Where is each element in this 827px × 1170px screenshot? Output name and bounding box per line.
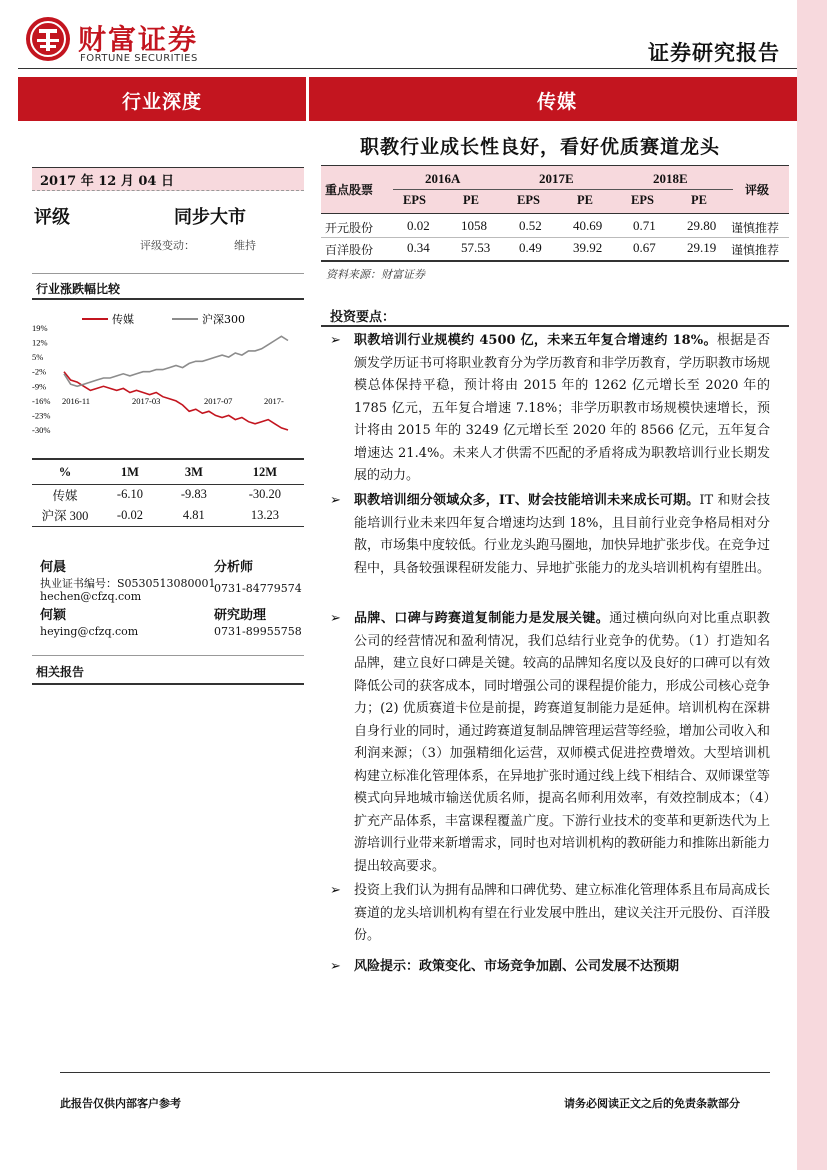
analyst-2-email[interactable]: heying@cfzq.com xyxy=(40,625,139,638)
report-date: 2017 年 12 月 04 日 xyxy=(40,174,174,189)
analyst-1-email[interactable]: hechen@cfzq.com xyxy=(40,590,142,603)
y-tick-label: -16% xyxy=(32,395,51,406)
divider xyxy=(32,458,304,460)
table-cell: -9.83 xyxy=(180,487,207,502)
y-tick-label: 12% xyxy=(32,337,48,348)
stock-value: 0.71 xyxy=(633,218,656,233)
table-header-cell: 12M xyxy=(252,465,278,480)
bullet-3 xyxy=(330,608,770,878)
y-tick-label: 19% xyxy=(32,323,48,333)
invest-heading-rule xyxy=(321,325,789,327)
rating-value: 同步大市 xyxy=(174,207,246,228)
stock-table xyxy=(321,165,789,261)
perf-chart-title: 行业涨跌幅比较 xyxy=(36,282,121,296)
bullet-2-lead: 职教培训细分领域众多，IT、财会技能培训未来成长可期。 xyxy=(354,493,700,508)
year-2017e: 2017E xyxy=(539,171,574,186)
chart-legend xyxy=(82,312,245,326)
table-cell: -6.10 xyxy=(116,487,143,502)
table-cell: 沪深 300 xyxy=(41,509,89,524)
performance-table xyxy=(32,462,304,527)
y-tick-label: -9% xyxy=(32,381,47,392)
side-strip xyxy=(797,0,827,1170)
divider xyxy=(32,273,304,274)
bullet-1-lead: 职教培训行业规模约 4500 亿，未来五年复合增速约 18%。 xyxy=(354,333,717,348)
stock-source: 资料来源：财富证券 xyxy=(326,268,425,281)
stock-value: 39.92 xyxy=(573,240,603,255)
y-tick-label: -23% xyxy=(32,410,51,421)
bullet-arrow-icon: ➢ xyxy=(330,959,341,974)
table-header-cell: % xyxy=(58,465,72,480)
table-cell: 4.81 xyxy=(182,507,205,522)
table-header-row xyxy=(32,462,304,484)
bullet-2 xyxy=(330,490,770,580)
banner-right xyxy=(309,77,797,121)
sub-header: PE xyxy=(463,193,479,207)
stock-table-label: 重点股票 xyxy=(325,183,374,197)
analyst-1-role: 分析师 xyxy=(214,560,254,575)
bullet-arrow-icon: ➢ xyxy=(330,611,341,626)
analyst-1-cert: 执业证书编号：S0530513080001 xyxy=(40,577,216,590)
sub-header: EPS xyxy=(631,193,654,207)
related-reports-heading: 相关报告 xyxy=(36,665,85,679)
year-2016a: 2016A xyxy=(425,171,461,186)
bullet-1-text: 根据是否颁发学历证书可将职业教育分为学历教育和非学历教育，学历职教市场规模总体保持平稳，预计将由 2015 年的 1262 亿元增长至 2020 年的 1785 亿元，五年复合增速 7.18%；非学历职教市场规模快速增长，预计将由 2015 年的 3249 亿元增长至 2020 年的 8566 亿元，五年复合增速达 21.4%。未来人才供需不匹配的矛盾将成为职教培训行业长期发展的动力。 xyxy=(354,333,771,483)
top-rule xyxy=(18,68,797,69)
legend-label-media: 传媒 xyxy=(112,313,134,326)
stock-value: 1058 xyxy=(461,218,487,233)
rating-change-value: 维持 xyxy=(234,239,256,252)
stock-rating: 谨慎推荐 xyxy=(731,221,780,235)
x-tick-label: 2017- xyxy=(264,395,284,406)
brand-logo xyxy=(24,15,72,63)
logo-icon xyxy=(24,15,72,63)
invest-heading: 投资要点： xyxy=(330,310,396,325)
x-tick-label: 2017-07 xyxy=(204,395,233,406)
analyst-1-phone: 0731-84779574 xyxy=(214,582,302,595)
bullet-3-text: 通过横向纵向对比重点职教公司的经营情况和盈利情况，我们总结行业竞争的优势。（1）打造知名品牌，建立良好口碑是关键。较高的品牌知名度以及良好的口碑可以有效降低公司的获客成本，同时增强公司的课程提价能力，形成公司核心竞争力；(2) 优质赛道卡位是前提，跨赛道复制能力是延伸。培训机构在深耕自身行业的同时，通过跨赛道复制品牌管理运营等经验，增加公司收入和利润来源；（3）加强精细化运营，双师模式促进控费增效。大型培训机构建立标准化管理体系，在异地扩张时通过线上线下相结合、双师课堂等模式向异地城市输送优质名师，提高名师利用效率，有效控制成本；（4）扩充产品体系，丰富课程覆盖广度。下游行业技术的变革和更新迭代为上游培训行业带来新增需求，同时也对培训机构的教研能力和推陈出新能力提出较高要求。 xyxy=(354,611,771,874)
x-tick-label: 2017-03 xyxy=(132,395,161,406)
bullet-4 xyxy=(330,880,770,948)
legend-label-hs300: 沪深300 xyxy=(202,313,245,326)
stock-value: 57.53 xyxy=(461,240,491,255)
stock-value: 0.67 xyxy=(633,240,656,255)
row-divider xyxy=(321,237,789,238)
table-cell: -0.02 xyxy=(116,507,143,522)
bullet-5-text: 风险提示：政策变化、市场竞争加剧、公司发展不达预期 xyxy=(354,959,680,974)
brand-name-en: FORTUNE SECURITIES xyxy=(80,53,198,64)
table-cell: 传媒 xyxy=(52,488,78,503)
banner-right-text: 传媒 xyxy=(537,91,578,113)
divider xyxy=(32,683,304,685)
brand-name-cn: 财富证券 xyxy=(78,23,199,56)
stock-name: 百洋股份 xyxy=(325,243,374,257)
sub-header: PE xyxy=(691,193,707,207)
banner-left-text: 行业深度 xyxy=(122,91,203,113)
footer-rule xyxy=(60,1072,770,1073)
stock-value: 0.02 xyxy=(407,218,430,233)
table-row xyxy=(32,484,304,505)
table-header-cell: 3M xyxy=(184,465,203,480)
rating-label: 评级 xyxy=(34,207,70,228)
analyst-2-name: 何颖 xyxy=(40,608,67,623)
performance-chart xyxy=(30,306,298,440)
y-tick-label: -30% xyxy=(32,425,51,435)
rating-change-label: 评级变动： xyxy=(140,239,195,252)
bullet-5 xyxy=(330,956,770,979)
year-underline xyxy=(393,189,733,190)
stock-value: 29.80 xyxy=(687,218,717,233)
sub-header: EPS xyxy=(403,193,426,207)
divider xyxy=(32,655,304,656)
table-header-cell: 1M xyxy=(120,465,139,480)
bullet-arrow-icon: ➢ xyxy=(330,883,341,898)
sub-header: PE xyxy=(577,193,593,207)
stock-name: 开元股份 xyxy=(325,221,374,235)
table-cell: 13.23 xyxy=(250,507,279,522)
stock-value: 29.19 xyxy=(687,240,717,255)
bullet-arrow-icon: ➢ xyxy=(330,493,341,508)
stock-value: 0.49 xyxy=(519,240,542,255)
stock-value: 40.69 xyxy=(573,218,603,233)
table-bottom-rule xyxy=(321,260,789,262)
analyst-2-phone: 0731-89955758 xyxy=(214,625,302,638)
analyst-1-name: 何晨 xyxy=(40,560,67,575)
bullet-4-text: 投资上我们认为拥有品牌和口碑优势、建立标准化管理体系且布局高成长赛道的龙头培训机构有望在行业发展中胜出，建议关注开元股份、百洋股份。 xyxy=(354,883,771,943)
stock-value: 0.52 xyxy=(519,218,542,233)
series-line-hs300 xyxy=(64,336,288,386)
chart-series xyxy=(64,336,288,430)
table-cell: -30.20 xyxy=(248,487,282,502)
bullet-2-text: IT 和财会技能培训行业未来四年复合增速均达到 18%，且目前行业竞争格局相对分散，市场集中度较低。行业龙头跑马圈地，加快异地扩张步伐。在竞争过程中，具备较强课程研发能力、异地扩张能力的龙头培训机构有望胜出。 xyxy=(354,493,771,576)
banner-left xyxy=(18,77,306,121)
y-tick-label: 5% xyxy=(32,352,44,363)
bullet-3-lead: 品牌、口碑与跨赛道复制能力是发展关键。 xyxy=(354,611,610,626)
footer-left: 此报告仅供内部客户参考 xyxy=(60,1097,181,1110)
bullet-arrow-icon: ➢ xyxy=(330,333,341,348)
footer-right: 请务必阅读正文之后的免责条款部分 xyxy=(564,1097,740,1110)
stock-value: 0.34 xyxy=(407,240,430,255)
analyst-2-role: 研究助理 xyxy=(214,608,267,623)
stock-rating: 谨慎推荐 xyxy=(731,243,780,257)
report-type: 证券研究报告 xyxy=(648,40,780,65)
table-row xyxy=(32,505,304,526)
y-tick-label: -2% xyxy=(32,366,47,377)
bullet-1 xyxy=(330,330,770,488)
stock-table-rating-label: 评级 xyxy=(745,183,770,197)
divider xyxy=(32,298,304,300)
year-2018e: 2018E xyxy=(653,171,688,186)
report-title: 职教行业成长性良好，看好优质赛道龙头 xyxy=(360,136,721,158)
x-tick-label: 2016-11 xyxy=(62,395,91,406)
sub-header: EPS xyxy=(517,193,540,207)
